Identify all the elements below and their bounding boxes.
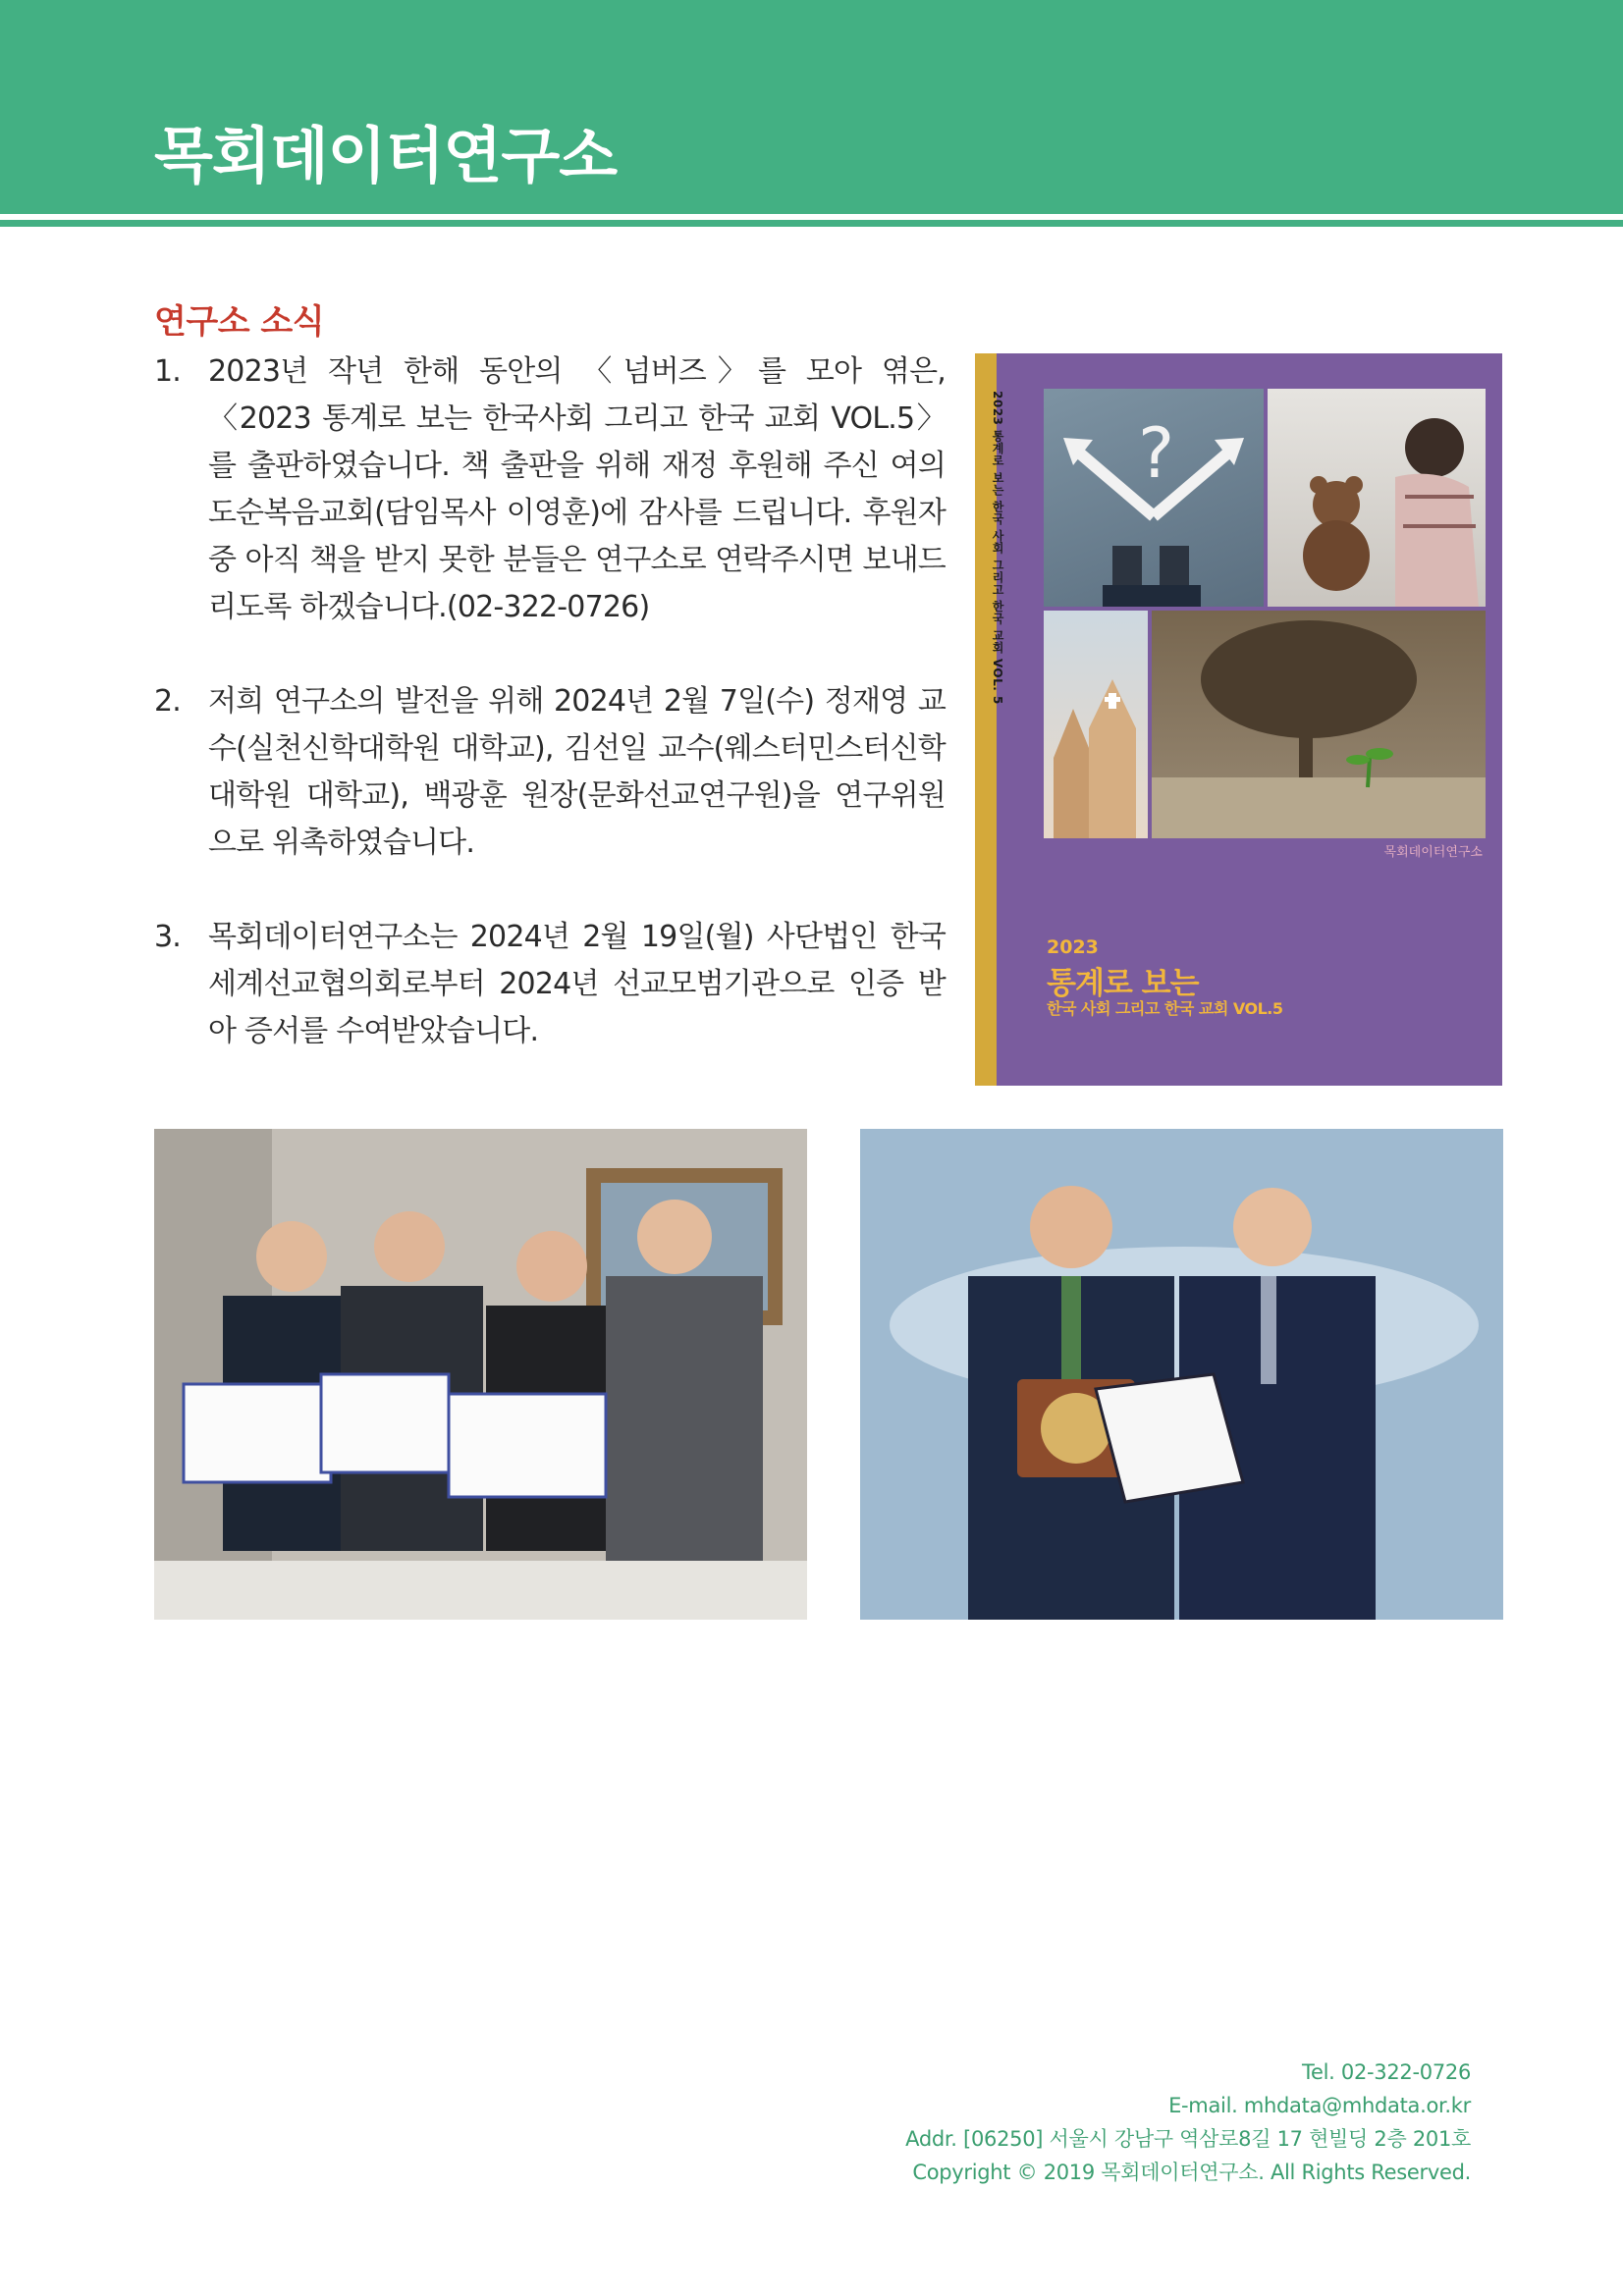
news-number: 2. [154,684,182,719]
news-list [154,348,946,1102]
church-icon [1044,611,1148,838]
page-title: 목회데이터연구소 [154,120,618,191]
footer-address: Addr. [06250] 서울시 강남구 역삼로8길 17 현빌딩 2층 201호 [905,2127,1471,2151]
news-text: 2023년 작년 한해 동안의 〈넘버즈〉를 모아 엮은, 〈2023 통계로 보는 한국사회 그리고 한국 교회 VOL.5〉를 출판하였습니다. 책 출판을 위해 재정 후원해 주신 여의도순복음교회(담임목사 이영훈)에 감사를 드립니다. 후원자 중 아직 책을 받지 못한 분들은 연구소로 연락주시면 보내드리도록 하겠습니다.(02-322-0726) [208,354,946,624]
news-text: 목회데이터연구소는 2024년 2월 19일(월) 사단법인 한국세계선교협의회로부터 2024년 선교모범기관으로 인증 받아 증서를 수여받았습니다. [208,920,946,1048]
crossroads-arrows-icon [1044,389,1264,607]
cover-photo-child-teddy [1268,389,1486,607]
footer-copyright: Copyright © 2019 목회데이터연구소. All Rights Reserved. [912,2161,1471,2184]
header-divider [0,220,1623,227]
book-publisher: 목회데이터연구소 [1383,845,1483,860]
book-title: 통계로 보는 [1047,966,1199,1001]
book-subtitle: 한국 사회 그리고 한국 교회 VOL.5 [1047,999,1283,1018]
cover-photo-tree-sprout [1152,611,1486,838]
news-item [154,348,946,631]
award-photo-illustration [860,1129,1503,1620]
footer-tel: Tel. 02-322-0726 [1302,2060,1471,2084]
header-band [0,0,1623,214]
section-title: 연구소 소식 [154,302,325,342]
news-number: 3. [154,920,182,954]
group-photo-illustration [154,1129,807,1620]
book-spine-text: 2023 통계로 보는 한국 사회 그리고 한국 교회 VOL. 5 [991,391,1004,705]
footer-contact [905,2056,1471,2189]
teddy-bear-icon [1268,389,1486,607]
cover-photo-crossroads [1044,389,1264,607]
news-number: 1. [154,354,182,389]
appointment-ceremony-photo [154,1129,807,1620]
certification-ceremony-photo [860,1129,1503,1620]
news-text: 저희 연구소의 발전을 위해 2024년 2월 7일(수) 정재영 교수(실천신학대학원 대학교), 김선일 교수(웨스터민스터신학대학원 대학교), 백광훈 원장(문화선교연구원)을 연구위원으로 위촉하였습니다. [208,684,946,860]
tree-sprout-icon [1152,611,1486,838]
book-cover-image [975,353,1502,1086]
svg-text:?: ? [1138,413,1175,494]
news-item [154,914,946,1055]
book-year: 2023 [1047,936,1099,958]
cover-photo-churches [1044,611,1148,838]
footer-email: E-mail. mhdata@mhdata.or.kr [1168,2094,1471,2117]
news-item [154,678,946,867]
